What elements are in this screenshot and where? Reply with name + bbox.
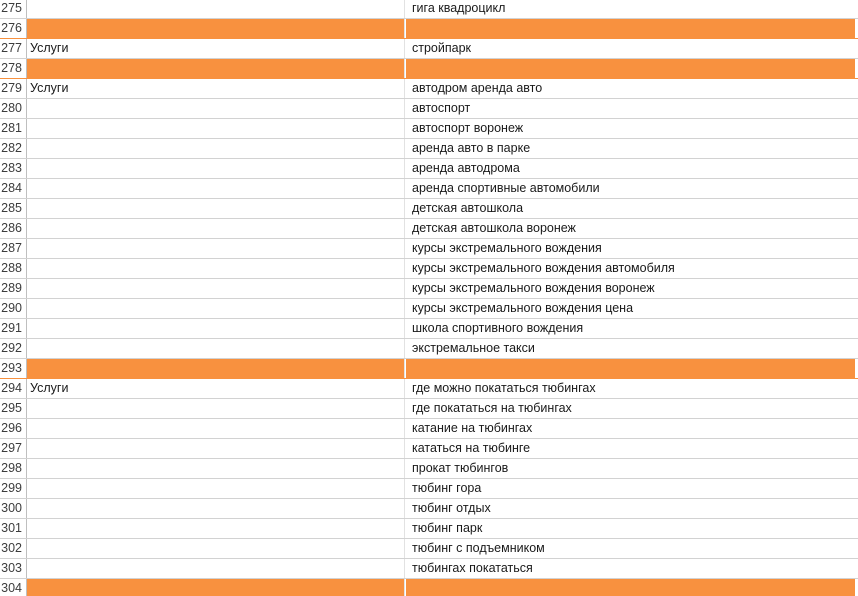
- keyword-cell[interactable]: тюбинг отдых: [412, 501, 491, 515]
- table-row[interactable]: [0, 279, 858, 299]
- row-header-cell[interactable]: 290: [0, 299, 27, 318]
- row-header-cell[interactable]: 275: [0, 0, 27, 18]
- category-cell[interactable]: [27, 419, 405, 438]
- keyword-cell[interactable]: курсы экстремального вождения: [412, 241, 602, 255]
- row-header-cell[interactable]: 291: [0, 319, 27, 338]
- row-header-cell[interactable]: 284: [0, 179, 27, 198]
- category-cell[interactable]: [27, 119, 405, 138]
- keyword-cell[interactable]: автоспорт воронеж: [412, 121, 524, 135]
- category-cell[interactable]: [27, 19, 405, 38]
- category-cell[interactable]: [27, 159, 405, 178]
- category-cell[interactable]: [27, 239, 405, 258]
- keyword-cell[interactable]: тюбинг с подъемником: [412, 541, 545, 555]
- category-cell[interactable]: [27, 199, 405, 218]
- row-header-cell[interactable]: 278: [0, 59, 27, 78]
- row-header-cell[interactable]: 302: [0, 539, 27, 558]
- row-header-cell[interactable]: 295: [0, 399, 27, 418]
- keyword-cell[interactable]: тюбинг гора: [412, 481, 482, 495]
- row-header-cell[interactable]: 282: [0, 139, 27, 158]
- row-header-cell[interactable]: 288: [0, 259, 27, 278]
- table-row[interactable]: [0, 579, 858, 596]
- keyword-cell[interactable]: где покататься на тюбингах: [412, 401, 572, 415]
- table-row[interactable]: [0, 379, 858, 399]
- row-header-cell[interactable]: 276: [0, 19, 27, 38]
- table-row[interactable]: [0, 479, 858, 499]
- keyword-cell[interactable]: катание на тюбингах: [412, 421, 533, 435]
- category-cell[interactable]: [27, 339, 405, 358]
- table-row[interactable]: [0, 359, 858, 379]
- category-cell[interactable]: [27, 399, 405, 418]
- keyword-cell[interactable]: курсы экстремального вождения воронеж: [412, 281, 655, 295]
- keyword-cell[interactable]: школа спортивного вождения: [412, 321, 584, 335]
- row-header-cell[interactable]: 287: [0, 239, 27, 258]
- table-row[interactable]: [0, 119, 858, 139]
- row-header-cell[interactable]: 280: [0, 99, 27, 118]
- category-cell[interactable]: [27, 359, 405, 378]
- row-header-cell[interactable]: 293: [0, 359, 27, 378]
- table-row[interactable]: [0, 459, 858, 479]
- table-row[interactable]: [0, 79, 858, 99]
- category-cell[interactable]: [27, 219, 405, 238]
- table-row[interactable]: [0, 319, 858, 339]
- row-header-cell[interactable]: 301: [0, 519, 27, 538]
- row-header-cell[interactable]: 279: [0, 79, 27, 98]
- keyword-cell[interactable]: тюбингах покататься: [412, 561, 533, 575]
- table-row[interactable]: [0, 159, 858, 179]
- category-cell[interactable]: [27, 539, 405, 558]
- table-row[interactable]: [0, 19, 858, 39]
- row-header-cell[interactable]: 285: [0, 199, 27, 218]
- keyword-cell[interactable]: [406, 59, 855, 78]
- table-row[interactable]: [0, 499, 858, 519]
- table-row[interactable]: [0, 139, 858, 159]
- table-row[interactable]: [0, 59, 858, 79]
- keyword-cell[interactable]: детская автошкола воронеж: [412, 221, 576, 235]
- keyword-cell[interactable]: кататься на тюбинге: [412, 441, 531, 455]
- keyword-cell[interactable]: стройпарк: [412, 41, 472, 55]
- category-cell[interactable]: [27, 439, 405, 458]
- category-cell[interactable]: [27, 259, 405, 278]
- row-header-cell[interactable]: 297: [0, 439, 27, 458]
- table-row[interactable]: [0, 439, 858, 459]
- keyword-cell[interactable]: гига квадроцикл: [412, 1, 506, 15]
- keyword-cell[interactable]: где можно покататься тюбингах: [412, 381, 596, 395]
- row-header-cell[interactable]: 277: [0, 39, 27, 58]
- row-header-cell[interactable]: 286: [0, 219, 27, 238]
- keyword-cell[interactable]: тюбинг парк: [412, 521, 483, 535]
- keyword-cell[interactable]: [406, 359, 855, 378]
- keyword-cell[interactable]: курсы экстремального вождения цена: [412, 301, 634, 315]
- keyword-cell[interactable]: автодром аренда авто: [412, 81, 543, 95]
- table-row[interactable]: [0, 539, 858, 559]
- category-cell[interactable]: [27, 459, 405, 478]
- row-header-cell[interactable]: 283: [0, 159, 27, 178]
- keyword-cell[interactable]: аренда автодрома: [412, 161, 520, 175]
- category-cell[interactable]: Услуги: [27, 379, 405, 398]
- category-cell[interactable]: [27, 279, 405, 298]
- keyword-cell[interactable]: экстремальное такси: [412, 341, 535, 355]
- category-cell[interactable]: Услуги: [27, 39, 405, 58]
- table-row[interactable]: [0, 199, 858, 219]
- keyword-cell[interactable]: детская автошкола: [412, 201, 524, 215]
- row-header-cell[interactable]: 296: [0, 419, 27, 438]
- keyword-cell[interactable]: прокат тюбингов: [412, 461, 509, 475]
- category-cell[interactable]: [27, 299, 405, 318]
- category-cell[interactable]: [27, 319, 405, 338]
- table-row[interactable]: [0, 419, 858, 439]
- row-header-cell[interactable]: 298: [0, 459, 27, 478]
- keyword-cell[interactable]: автоспорт: [412, 101, 471, 115]
- row-header-cell[interactable]: 281: [0, 119, 27, 138]
- table-row[interactable]: [0, 219, 858, 239]
- row-header-cell[interactable]: 300: [0, 499, 27, 518]
- category-cell[interactable]: [27, 579, 405, 596]
- keyword-cell[interactable]: курсы экстремального вождения автомобиля: [412, 261, 675, 275]
- table-row[interactable]: [0, 39, 858, 59]
- row-header-cell[interactable]: 289: [0, 279, 27, 298]
- table-row[interactable]: [0, 399, 858, 419]
- table-row[interactable]: [0, 519, 858, 539]
- table-row[interactable]: [0, 559, 858, 579]
- table-row[interactable]: [0, 239, 858, 259]
- row-header-cell[interactable]: 303: [0, 559, 27, 578]
- row-header-cell[interactable]: 299: [0, 479, 27, 498]
- table-row[interactable]: [0, 259, 858, 279]
- category-cell[interactable]: [27, 499, 405, 518]
- table-row[interactable]: [0, 299, 858, 319]
- row-header-cell[interactable]: 292: [0, 339, 27, 358]
- category-cell[interactable]: [27, 99, 405, 118]
- table-row[interactable]: [0, 99, 858, 119]
- keyword-cell[interactable]: [406, 19, 855, 38]
- category-cell[interactable]: [27, 179, 405, 198]
- category-cell[interactable]: [27, 519, 405, 538]
- keyword-cell[interactable]: аренда спортивные автомобили: [412, 181, 600, 195]
- table-row[interactable]: [0, 339, 858, 359]
- keyword-cell[interactable]: аренда авто в парке: [412, 141, 531, 155]
- table-row[interactable]: [0, 179, 858, 199]
- keyword-cell[interactable]: [406, 579, 855, 596]
- category-cell[interactable]: [27, 559, 405, 578]
- category-cell[interactable]: [27, 59, 405, 78]
- category-cell[interactable]: Услуги: [27, 79, 405, 98]
- category-cell[interactable]: [27, 479, 405, 498]
- table-row[interactable]: [0, 0, 858, 19]
- category-cell[interactable]: [27, 0, 405, 18]
- row-header-cell[interactable]: 304: [0, 579, 27, 596]
- row-header-cell[interactable]: 294: [0, 379, 27, 398]
- category-cell[interactable]: [27, 139, 405, 158]
